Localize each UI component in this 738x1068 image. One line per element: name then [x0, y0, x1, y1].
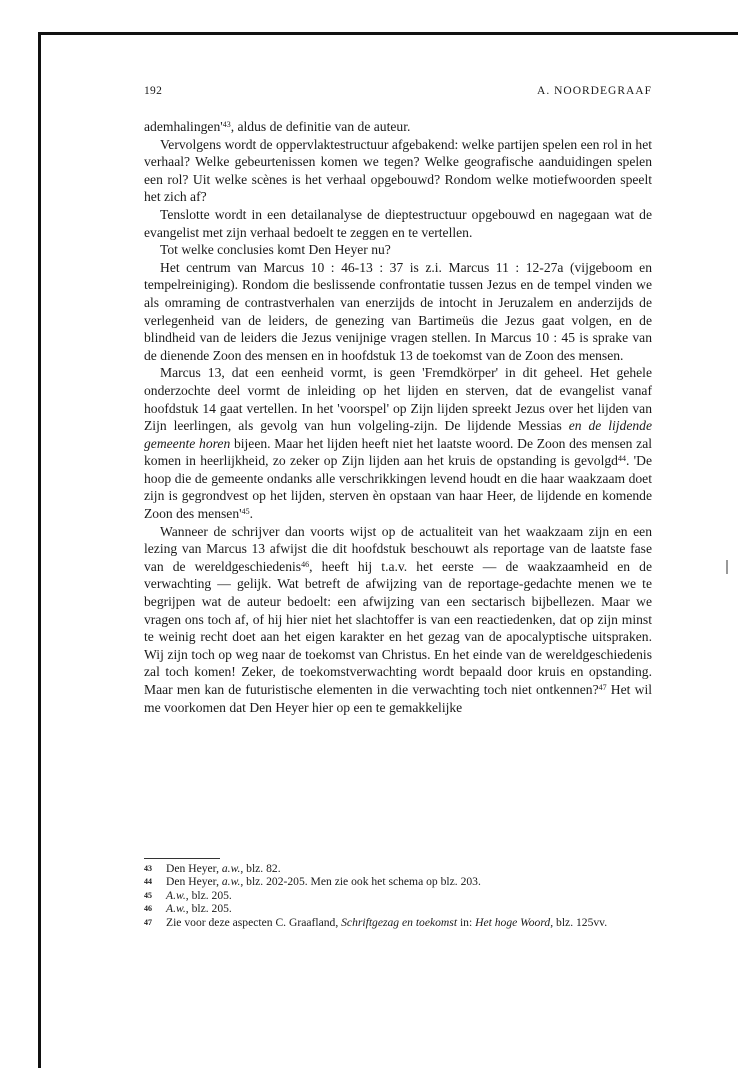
text-run: Den Heyer,: [166, 875, 222, 889]
text-run: , blz. 82.: [240, 862, 281, 875]
paragraph-2: Vervolgens wordt de oppervlaktestructuur afgebakend: welke partijen spelen een rol in het verhaal? Welke gebeurtenissen komen we tegen? Welke geografische aanduidingen spelen een rol? Uit welke scènes is het verhaal opgebouwd? Rondom welke motiefwoorden speelt het zich af?: [144, 136, 652, 205]
scan-border-left: [38, 32, 41, 1068]
italic-run: A.w.: [166, 888, 186, 902]
paragraph-6: [144, 364, 652, 522]
text-run: ademhalingen': [144, 119, 223, 134]
text-run: , blz. 125vv.: [550, 915, 608, 929]
paragraph-3: Tenslotte wordt in een detailanalyse de dieptestructuur opgebouwd en nagegaan wat de evangelist met zijn verhaal bedoelt te zeggen en te vertellen.: [144, 206, 652, 240]
footnote-ref-44: 44: [617, 454, 626, 464]
paragraph-5: Het centrum van Marcus 10 : 46-13 : 37 is z.i. Marcus 11 : 12-27a (vijgeboom en tempelreiniging). Rondom die beslissende confrontatie tussen Jezus en de tempel vinden we als omraming de contrastverhalen van enerzijds de intocht in Jeruzalem en anderzijds de verlegenheid van de leiders, de genezing van Bartimeüs die Jezus gaat volgen, en de blindheid van de leiders die Jezus venijnige vragen stellen. In Marcus 10 : 45 is sprake van de dienende Zoon des mensen en in hoofdstuk 13 de toekomst van de Zoon des mensen.: [144, 259, 652, 363]
scan-border-top: [38, 32, 738, 35]
footnote-ref-46: 46: [301, 559, 310, 569]
footnote-44: [144, 875, 652, 888]
footnotes: [144, 862, 652, 929]
footnote-ref-45: 45: [241, 507, 250, 517]
footnote-ref-47: 47: [598, 683, 607, 692]
text-run: Wanneer de schrijver dan voorts wijst op de actualiteit van het waakzaam zijn en een lezing van Marcus 13 afwijst die dit hoofdstuk beschouwt als reportage van de laatste fase van de wereldgeschiedenis: [144, 523, 652, 574]
text-run: , blz. 202-205. Men zie ook het schema op blz. 203.: [240, 875, 481, 889]
paragraph-4: Tot welke conclusies komt Den Heyer nu?: [160, 242, 391, 258]
text-run: , blz. 205.: [185, 902, 232, 916]
paragraph-7: [144, 523, 652, 717]
footnote-mark: 45: [144, 890, 152, 900]
text-run: Zie voor deze aspecten C. Graafland,: [166, 915, 342, 929]
text-run: bijeen. Maar het lijden heeft niet het laatste woord. De Zoon des mensen zal komen in heerlijkheid, zo zeker op Zijn lijden aan het kruis de opstanding is gevolgd: [144, 435, 653, 469]
italic-run: a.w.: [221, 875, 241, 889]
footnote-mark: 43: [144, 864, 152, 873]
footnote-rule: [144, 858, 220, 859]
text-run: in:: [457, 915, 476, 929]
italic-run: Schriftgezag en toekomst: [341, 915, 458, 929]
footnote-mark: 46: [144, 904, 152, 914]
text-run: , blz. 205.: [185, 888, 232, 902]
italic-run: a.w.: [221, 862, 241, 875]
italic-run: Het hoge Woord: [475, 915, 551, 929]
paragraph-1: [144, 118, 652, 136]
footnote-mark: 47: [144, 917, 152, 927]
italic-phrase: en de lijdende gemeente horen: [144, 418, 652, 451]
text-run: , heeft hij t.a.v. het eerste — de waakzaamheid en de verwachting — gelijk. Wat betreft de afwijzing van de reportage-gedachte menen we te begrijpen wat de auteur bedoelt: een afwijzing van een sectarisch bijbellezen. Maar we vragen ons toch af, of hij hier niet het slachtoffer is van een reactiedenken, dat op zijn minst te weinig recht doet aan het eigen karakter en het gezag van de apocalyptische uitspraken. Wij zijn toch op weg naar de toekomst van Christus. En het einde van de wereldgeschiedenis zal toch komen! Zeker, de toekomstverwachting wordt bepaald door kruis en opstanding. Maar men kan de futuristische elementen in die verwachting toch niet ontkennen?: [144, 558, 653, 697]
footnote-47: [144, 916, 652, 929]
text-run: Den Heyer,: [166, 862, 222, 875]
footnote-46: [144, 902, 652, 915]
text-run: Marcus 13, dat een eenheid vormt, is geen 'Fremdkörper' in dit geheel. Het gehele onderzochte deel vormt de inleiding op het lijden en sterven, dat de evangelist vanaf hoofdstuk 14 gaat vertellen. In het 'voorspel' op Zijn lijden spreekt Jezus over het lijden van Zijn leerlingen, als gevolg van hun volgeling-zijn. De lijdende Messias: [144, 365, 652, 434]
footnote-ref-43: 43: [222, 120, 231, 129]
page-number: 192: [144, 85, 163, 97]
scan-speck: [726, 560, 728, 574]
italic-run: A.w.: [166, 902, 186, 916]
text-run: , aldus de definitie van de auteur.: [230, 119, 411, 134]
footnote-45: [144, 889, 652, 902]
running-head-author: A. NOORDEGRAAF: [537, 85, 652, 97]
text-run: . 'De hoop die de gemeente ondanks alle verschrikkingen levend houdt en die haar waakzaam doet zijn is gegrondvest op het lijden, sterven èn opstaan van haar Heer, de lijdende en komende Zoon des mensen': [144, 453, 652, 522]
footnote-43: [144, 862, 652, 875]
main-text: [144, 118, 652, 716]
text-run: Het wil me voorkomen dat Den Heyer hier op een te gemakkelijke: [144, 682, 653, 715]
text-run: .: [249, 506, 253, 522]
footnote-mark: 44: [144, 877, 152, 887]
